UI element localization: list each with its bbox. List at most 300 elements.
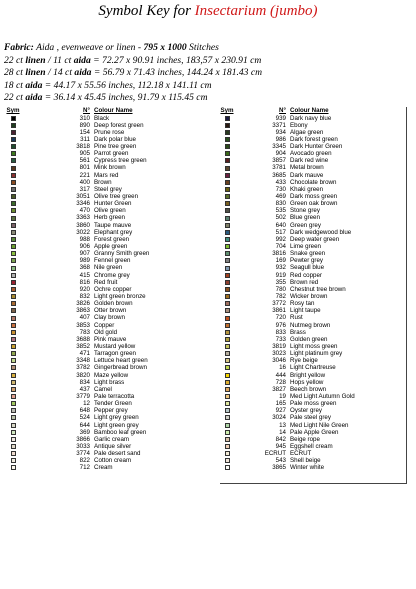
dmc-number: 3371: [272, 121, 286, 129]
colour-name: Eggshell cream: [290, 442, 333, 450]
swatch-icon: [225, 273, 230, 278]
colour-name: Ochre copper: [94, 285, 132, 293]
table-row: [220, 314, 406, 321]
colour-name: Bamboo leaf green: [94, 428, 147, 436]
size-dims: = 72.27 x 90.91 inches, 183,57 x 230.91 cm: [93, 54, 262, 66]
dmc-number: 221: [79, 171, 90, 179]
swatch-icon: [225, 365, 230, 370]
dmc-number: 535: [275, 207, 286, 215]
swatch-icon: [225, 380, 230, 385]
table-row: [6, 322, 208, 329]
colour-name: Dark Hunter Green: [290, 143, 343, 151]
dmc-number: 561: [79, 157, 90, 165]
header-name: Colour Name: [290, 107, 329, 114]
table-body: [220, 115, 406, 472]
swatch-icon: [11, 380, 16, 385]
table-row: [220, 279, 406, 286]
swatch-icon: [11, 323, 16, 328]
colour-name: Lime green: [290, 243, 321, 251]
colour-name: Beech brown: [290, 385, 327, 393]
page-title: [0, 3, 416, 20]
colour-name: Chocolate brown: [290, 178, 337, 186]
symbol-swatch: [6, 230, 20, 235]
colour-name: Pale moss green: [290, 400, 337, 408]
symbol-swatch: [220, 465, 234, 470]
size-fab1: linen: [25, 54, 46, 66]
symbol-swatch: [6, 365, 20, 370]
table-row: [6, 307, 208, 314]
dmc-number: 165: [275, 400, 286, 408]
swatch-icon: [11, 173, 16, 178]
table-row: [220, 186, 406, 193]
dmc-number: 368: [79, 264, 90, 272]
symbol-swatch: [220, 273, 234, 278]
symbol-swatch: [220, 251, 234, 256]
colour-name: Dark navy blue: [290, 114, 332, 122]
table-row: [220, 414, 406, 421]
symbol-swatch: [220, 337, 234, 342]
swatch-icon: [11, 387, 16, 392]
dmc-number: 712: [79, 464, 90, 472]
dmc-number: 19: [279, 392, 286, 400]
table-row: [220, 343, 406, 350]
table-row: [220, 329, 406, 336]
dmc-number: 154: [79, 128, 90, 136]
symbol-swatch: [6, 266, 20, 271]
table-row: [6, 450, 208, 457]
symbol-swatch: [6, 194, 20, 199]
table-body: [6, 115, 208, 472]
dmc-number: 3346: [76, 200, 90, 208]
colour-name: Mink brown: [94, 164, 126, 172]
swatch-icon: [11, 394, 16, 399]
colour-name: Light grey green: [94, 414, 139, 422]
size-dims: = 36.14 x 45.45 inches, 91.79 x 115.45 cm: [44, 92, 208, 104]
dmc-number: 906: [79, 243, 90, 251]
swatch-icon: [11, 166, 16, 171]
symbol-swatch: [220, 444, 234, 449]
colour-name: Green oak brown: [290, 200, 338, 208]
swatch-icon: [225, 387, 230, 392]
symbol-swatch: [6, 437, 20, 442]
symbol-swatch: [6, 387, 20, 392]
swatch-icon: [225, 201, 230, 206]
colour-name: Tender Green: [94, 400, 132, 408]
swatch-icon: [225, 451, 230, 456]
colour-name: Light green grey: [94, 421, 139, 429]
colour-name: Chrome grey: [94, 271, 130, 279]
swatch-icon: [11, 330, 16, 335]
colour-name: Pepper grey: [94, 407, 128, 415]
dmc-number: 832: [79, 293, 90, 301]
colour-name: Taupe mauve: [94, 221, 132, 229]
dmc-number: 3826: [76, 300, 90, 308]
symbol-swatch: [220, 266, 234, 271]
table-row: [220, 407, 406, 414]
dmc-number: 733: [275, 335, 286, 343]
colour-name: Pale Apple Green: [290, 428, 339, 436]
table-row: [220, 379, 406, 386]
symbol-swatch: [6, 216, 20, 221]
table-row: [220, 457, 406, 464]
swatch-icon: [11, 244, 16, 249]
symbol-swatch: [220, 287, 234, 292]
header-name: Colour Name: [94, 107, 133, 114]
colour-name: Forest green: [94, 235, 130, 243]
dmc-number: 934: [275, 128, 286, 136]
table-row: [6, 143, 208, 150]
swatch-icon: [11, 237, 16, 242]
table-row: [6, 186, 208, 193]
colour-name: Clay brown: [94, 314, 125, 322]
size-count: 22 ct: [4, 92, 23, 104]
colour-name: Deep forest green: [94, 121, 144, 129]
symbol-swatch: [220, 401, 234, 406]
table-row: [6, 229, 208, 236]
swatch-icon: [11, 287, 16, 292]
swatch-icon: [225, 444, 230, 449]
colour-name: Hunter Green: [94, 200, 132, 208]
fabric-text: Aida , evenweave or linen -: [36, 42, 142, 53]
table-row: [220, 207, 406, 214]
symbol-swatch: [6, 258, 20, 263]
swatch-icon: [11, 180, 16, 185]
table-row: [6, 293, 208, 300]
colour-name: Light platinum grey: [290, 350, 343, 358]
symbol-swatch: [6, 465, 20, 470]
colour-name: Pale steel grey: [290, 414, 331, 422]
size-dims: = 44.17 x 55.56 inches, 112.18 x 141.11 cm: [44, 79, 212, 91]
colour-name: Dark moss green: [290, 193, 338, 201]
swatch-icon: [11, 437, 16, 442]
symbol-swatch: [220, 301, 234, 306]
table-row: [6, 314, 208, 321]
dmc-number: 986: [275, 135, 286, 143]
dmc-number: 932: [275, 264, 286, 272]
colour-name: Otter brown: [94, 307, 127, 315]
swatch-icon: [225, 358, 230, 363]
symbol-swatch: [220, 151, 234, 156]
dmc-number: 920: [79, 285, 90, 293]
table-row: [6, 157, 208, 164]
colour-name: Rosy tan: [290, 300, 315, 308]
colour-name: Cypress tree green: [94, 157, 147, 165]
colour-name: Copper: [94, 321, 115, 329]
dmc-number: 3866: [76, 435, 90, 443]
dmc-number: 517: [275, 228, 286, 236]
dmc-number: 433: [275, 178, 286, 186]
swatch-icon: [225, 458, 230, 463]
table-row: [220, 243, 406, 250]
symbol-swatch: [6, 180, 20, 185]
table-row: [220, 422, 406, 429]
swatch-icon: [225, 408, 230, 413]
dmc-number: 3774: [76, 450, 90, 458]
colour-name: Avocado green: [290, 150, 332, 158]
header-sym: Sym: [220, 107, 234, 114]
symbol-swatch: [6, 380, 20, 385]
symbol-swatch: [220, 230, 234, 235]
table-header: [220, 107, 406, 115]
colour-name: Dark mauve: [290, 171, 324, 179]
colour-name: Algae green: [290, 128, 324, 136]
table-row: [220, 300, 406, 307]
dmc-number: 3818: [76, 143, 90, 151]
swatch-icon: [11, 423, 16, 428]
table-row: [220, 129, 406, 136]
size-lines: [4, 55, 414, 105]
symbol-swatch: [220, 387, 234, 392]
colour-name: Blue green: [290, 214, 320, 222]
table-row: [6, 457, 208, 464]
colour-name: Stone grey: [290, 207, 320, 215]
symbol-swatch: [6, 323, 20, 328]
dmc-number: 471: [79, 350, 90, 358]
swatch-icon: [11, 358, 16, 363]
colour-name: Seagull blue: [290, 264, 325, 272]
swatch-icon: [225, 230, 230, 235]
size-fab2: aida: [25, 92, 43, 104]
swatch-icon: [11, 344, 16, 349]
table-row: [220, 393, 406, 400]
dmc-number: 311: [80, 135, 90, 143]
symbol-swatch: [220, 166, 234, 171]
swatch-icon: [225, 330, 230, 335]
table-row: [6, 279, 208, 286]
symbol-swatch: [220, 394, 234, 399]
table-row: [220, 236, 406, 243]
swatch-icon: [11, 308, 16, 313]
swatch-icon: [225, 465, 230, 470]
colour-name: Green grey: [290, 221, 321, 229]
table-row: [6, 436, 208, 443]
swatch-icon: [11, 401, 16, 406]
swatch-icon: [11, 266, 16, 271]
dmc-number: 945: [275, 442, 286, 450]
size-sep: / 11 ct: [48, 54, 72, 66]
colour-name: Light green bronze: [94, 293, 146, 301]
symbol-swatch: [220, 130, 234, 135]
colour-name: Beige rope: [290, 435, 320, 443]
colour-name: Tarragon green: [94, 350, 136, 358]
swatch-icon: [225, 294, 230, 299]
colour-name: Deep water green: [290, 235, 340, 243]
colour-name: Light moss green: [290, 343, 338, 350]
dmc-number: 400: [79, 178, 90, 186]
fabric-label: Fabric:: [4, 42, 34, 53]
size-line: [4, 67, 414, 80]
table-row: [220, 322, 406, 329]
colour-name: Brown red: [290, 278, 319, 286]
table-row: [6, 422, 208, 429]
swatch-icon: [225, 287, 230, 292]
dmc-number: 502: [275, 214, 286, 222]
colour-name: Pale desert sand: [94, 450, 141, 458]
swatch-icon: [225, 251, 230, 256]
table-row: [220, 193, 406, 200]
swatch-icon: [11, 365, 16, 370]
swatch-icon: [225, 280, 230, 285]
stitch-suffix: Stitches: [189, 42, 219, 53]
dmc-number: 3853: [76, 321, 90, 329]
swatch-icon: [225, 323, 230, 328]
dmc-number: 976: [275, 321, 286, 329]
symbol-swatch: [6, 294, 20, 299]
symbol-swatch: [220, 323, 234, 328]
symbol-swatch: [220, 308, 234, 313]
colour-name: Fennel green: [94, 257, 131, 265]
colour-name: Herb green: [94, 214, 125, 222]
colour-name: Antique silver: [94, 442, 132, 450]
colour-name: Dark forest green: [290, 135, 338, 143]
swatch-icon: [11, 408, 16, 413]
table-row: [220, 200, 406, 207]
symbol-swatch: [6, 116, 20, 121]
symbol-swatch: [220, 158, 234, 163]
colour-name: Steel grey: [94, 185, 122, 193]
size-count: 18 ct: [4, 79, 23, 91]
dmc-number: 3023: [272, 350, 286, 358]
table-row: [220, 372, 406, 379]
symbol-swatch: [6, 166, 20, 171]
table-row: [220, 157, 406, 164]
colour-name: Garlic cream: [94, 435, 130, 443]
dmc-number: 3348: [76, 357, 90, 365]
symbol-swatch: [220, 330, 234, 335]
table-row: [6, 393, 208, 400]
fabric-info: [4, 42, 414, 105]
table-row: [220, 429, 406, 436]
stitch-count: 795 x 1000: [143, 42, 187, 53]
swatch-icon: [11, 194, 16, 199]
swatch-icon: [11, 351, 16, 356]
header-num: N°: [83, 107, 90, 114]
colour-name: Hops yellow: [290, 378, 324, 386]
table-row: [6, 200, 208, 207]
swatch-icon: [11, 294, 16, 299]
size-line: [4, 55, 414, 68]
swatch-icon: [225, 216, 230, 221]
table-row: [6, 129, 208, 136]
dmc-number: 13: [279, 421, 286, 429]
dmc-number: 927: [275, 407, 286, 415]
dmc-number: 415: [79, 271, 90, 279]
fabric-line: [4, 42, 414, 55]
colour-name: Apple green: [94, 243, 128, 251]
table-row: [220, 350, 406, 357]
dmc-number: 3820: [76, 371, 90, 379]
colour-name: Ebony: [290, 121, 308, 129]
colour-name: Cream: [94, 464, 113, 472]
dmc-number: 989: [79, 257, 90, 265]
swatch-icon: [11, 230, 16, 235]
symbol-swatch: [6, 273, 20, 278]
symbol-swatch: [6, 458, 20, 463]
table-header: [6, 107, 208, 115]
colour-name: Pink mauve: [94, 335, 127, 343]
colour-name: Granny Smith green: [94, 250, 150, 258]
dmc-number: 310: [79, 114, 90, 122]
symbol-swatch: [6, 415, 20, 420]
size-count: 28 ct: [4, 67, 23, 79]
colour-name: Rust: [290, 314, 303, 322]
swatch-icon: [11, 337, 16, 342]
table-row: [220, 436, 406, 443]
colour-name: Prune rose: [94, 128, 125, 136]
symbol-swatch: [220, 380, 234, 385]
table-row: [220, 357, 406, 364]
symbol-swatch: [6, 144, 20, 149]
swatch-icon: [225, 401, 230, 406]
swatch-icon: [225, 237, 230, 242]
dmc-number: 437: [79, 385, 90, 393]
table-row: [6, 250, 208, 257]
swatch-icon: [11, 144, 16, 149]
table-row: [220, 143, 406, 150]
table-row: [220, 222, 406, 229]
dmc-number: 3857: [272, 157, 286, 165]
symbol-swatch: [6, 123, 20, 128]
colour-name: Dark red wine: [290, 157, 329, 165]
symbol-swatch: [6, 287, 20, 292]
table-row: [220, 286, 406, 293]
symbol-swatch: [220, 116, 234, 121]
dmc-number: 3779: [76, 392, 90, 400]
swatch-icon: [225, 337, 230, 342]
dmc-number: 355: [275, 278, 286, 286]
table-row: [220, 386, 406, 393]
symbol-swatch: [6, 444, 20, 449]
dmc-number: 3772: [272, 300, 286, 308]
title-pattern-name: Insectarium (jumbo): [194, 3, 318, 19]
dmc-number: 890: [79, 121, 90, 129]
symbol-swatch: [6, 344, 20, 349]
symbol-swatch: [6, 430, 20, 435]
colour-name: Light Chartreuse: [290, 364, 336, 372]
colour-name: Lettuce heart green: [94, 357, 148, 365]
dmc-number: 14: [279, 428, 286, 436]
dmc-number: 3860: [76, 221, 90, 229]
table-row: [6, 164, 208, 171]
swatch-icon: [11, 301, 16, 306]
table-row: [6, 336, 208, 343]
symbol-swatch: [220, 408, 234, 413]
colour-name: Old gold: [94, 328, 118, 336]
symbol-swatch: [6, 301, 20, 306]
table-row: [220, 250, 406, 257]
swatch-icon: [11, 451, 16, 456]
symbol-swatch: [6, 173, 20, 178]
symbol-swatch: [6, 330, 20, 335]
color-table-right: [220, 107, 407, 484]
colour-name: Snake green: [290, 250, 326, 258]
colour-name: Med Light Autumn Gold: [290, 392, 355, 400]
symbol-swatch: [6, 373, 20, 378]
swatch-icon: [11, 415, 16, 420]
symbol-swatch: [6, 351, 20, 356]
table-row: [220, 115, 406, 122]
symbol-swatch: [6, 308, 20, 313]
symbol-swatch: [6, 158, 20, 163]
dmc-number: 3827: [272, 385, 286, 393]
dmc-number: 833: [275, 328, 286, 336]
dmc-number: 470: [79, 207, 90, 215]
swatch-icon: [225, 158, 230, 163]
dmc-number: 730: [275, 185, 286, 193]
dmc-number: 3685: [272, 171, 286, 179]
colour-name: Gingerbread brown: [94, 364, 147, 372]
colour-name: Dark polar blue: [94, 135, 136, 143]
